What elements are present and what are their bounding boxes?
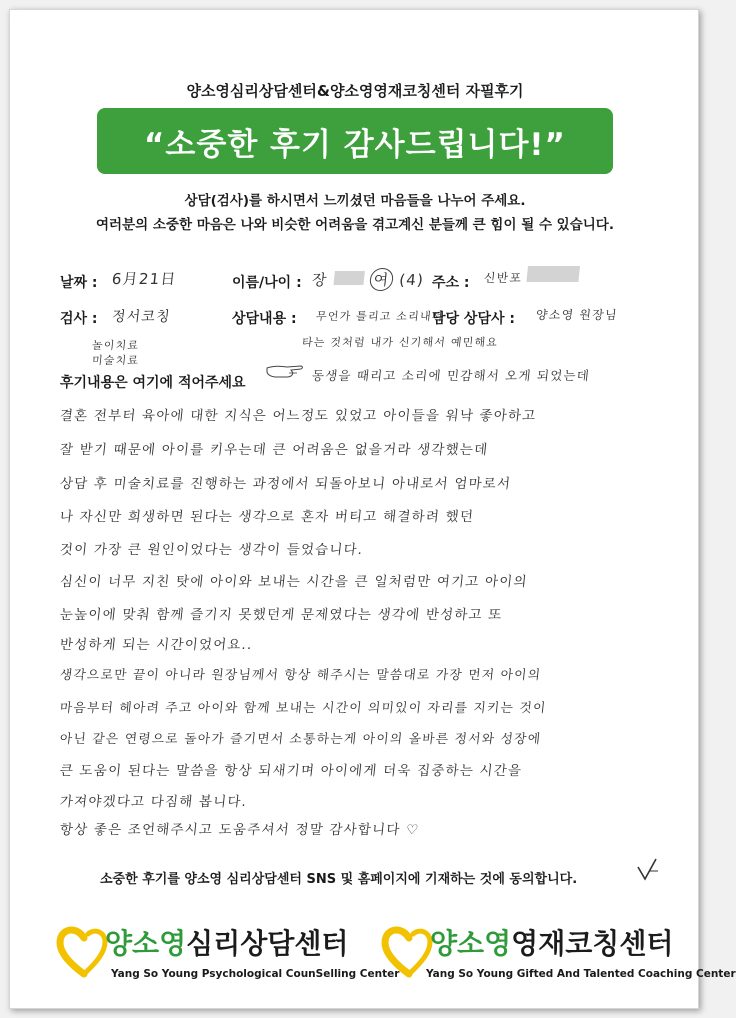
intro-line-1: 상담(검사)를 하시면서 느끼셨던 마음들을 나누어 주세요. xyxy=(184,193,526,209)
page-title: 양소영심리상담센터&양소영영재코칭센터 자필후기 xyxy=(186,82,524,100)
test-value-2: 놀이치료 xyxy=(91,339,140,352)
review-line: 심신이 너무 지친 탓에 아이와 보내는 시간을 큰 일처럼만 여기고 아이의 xyxy=(58,574,529,590)
age-value: (4) xyxy=(398,271,426,289)
intro-line-2: 여러분의 소중한 마음은 나와 비슷한 어려움을 겪고계신 분들께 큰 힘이 될 수 있습니다. xyxy=(96,217,614,233)
gifted-center-subtitle: Yang So Young Gifted And Talented Coaching Center xyxy=(426,968,736,980)
test-label: 검사 : xyxy=(60,311,98,327)
consent-checkmark-icon[interactable] xyxy=(636,857,660,883)
psych-center-name: 양소영심리상담센터 xyxy=(105,927,349,960)
name-age-label: 이름/나이 : xyxy=(232,275,302,291)
content-label: 상담내용 : xyxy=(232,311,297,327)
review-line: 아닌 같은 연령으로 돌아가 즐기면서 소통하는게 아이의 올바른 정서와 성장에 xyxy=(59,732,542,747)
test-value-3: 미술치료 xyxy=(91,354,140,367)
review-line: 가져야겠다고 다짐해 봅니다. xyxy=(58,794,249,810)
address-label: 주소 : xyxy=(432,275,470,291)
psych-center-subtitle: Yang So Young Psychological CounSelling Center xyxy=(111,968,400,980)
address-redaction xyxy=(527,266,581,282)
review-line: 결혼 전부터 육아에 대한 지식은 어느정도 있었고 아이들을 워낙 좋아하고 xyxy=(58,408,538,424)
consent-text: 소중한 후기를 양소영 심리상담센터 SNS 및 홈페이지에 기재하는 것에 동의합니다. xyxy=(100,872,578,887)
date-value: 6月21日 xyxy=(111,270,178,288)
thanks-banner: “소중한 후기 감사드립니다!” xyxy=(97,108,613,174)
review-line: 생각으로만 끝이 아니라 원장님께서 항상 해주시는 말씀대로 가장 먼저 아이의 xyxy=(59,668,542,683)
psych-center-logo xyxy=(55,918,400,988)
gender-value: 여 xyxy=(368,268,394,291)
review-line: 잘 받기 때문에 아이를 키우는데 큰 어려움은 없을거라 생각했는데 xyxy=(58,442,490,458)
test-value: 정서코칭 xyxy=(111,309,172,325)
review-line: 반성하게 되는 시간이었어요.. xyxy=(58,637,254,653)
pointing-hand-icon xyxy=(265,362,305,382)
counselor-value: 양소영 원장님 xyxy=(535,308,619,322)
content-value-2: 타는 것처럼 내가 신기해서 예민해요 xyxy=(301,336,499,349)
gifted-center-name: 양소영영재코칭센터 xyxy=(430,927,674,960)
address-value: 신반포 xyxy=(483,266,581,286)
date-label: 날짜 : xyxy=(60,275,98,291)
review-line: 눈높이에 맞춰 함께 즐기지 못했던게 문제였다는 생각에 반성하고 또 xyxy=(58,607,504,623)
review-label: 후기내용은 여기에 적어주세요 xyxy=(60,375,246,391)
content-value-1: 무언가 틀리고 소리내서 xyxy=(315,310,445,323)
review-line: 마음부터 헤아려 주고 아이와 함께 보내는 시간이 의미있이 자리를 지키는 것이 xyxy=(59,701,548,716)
name-redaction xyxy=(333,271,364,285)
review-line: 상담 후 미술치료를 진행하는 과정에서 되돌아보니 아내로서 엄마로서 xyxy=(58,476,513,492)
counselor-label: 담당 상담사 : xyxy=(432,311,515,327)
gifted-center-logo xyxy=(380,918,736,988)
name-value: 장 xyxy=(311,271,329,289)
review-line: 것이 가장 큰 원인이었다는 생각이 들었습니다. xyxy=(58,542,365,558)
review-line: 동생을 때리고 소리에 민감해서 오게 되었는데 xyxy=(311,368,591,383)
review-line: 큰 도움이 된다는 말씀을 항상 되새기며 아이에게 더욱 집중하는 시간을 xyxy=(58,763,524,779)
review-line: 항상 좋은 조언해주시고 도움주셔서 정말 감사합니다 ♡ xyxy=(58,822,421,838)
name-age-value xyxy=(311,268,426,291)
review-line: 나 자신만 희생하면 된다는 생각으로 혼자 버티고 해결하려 했던 xyxy=(58,509,475,525)
